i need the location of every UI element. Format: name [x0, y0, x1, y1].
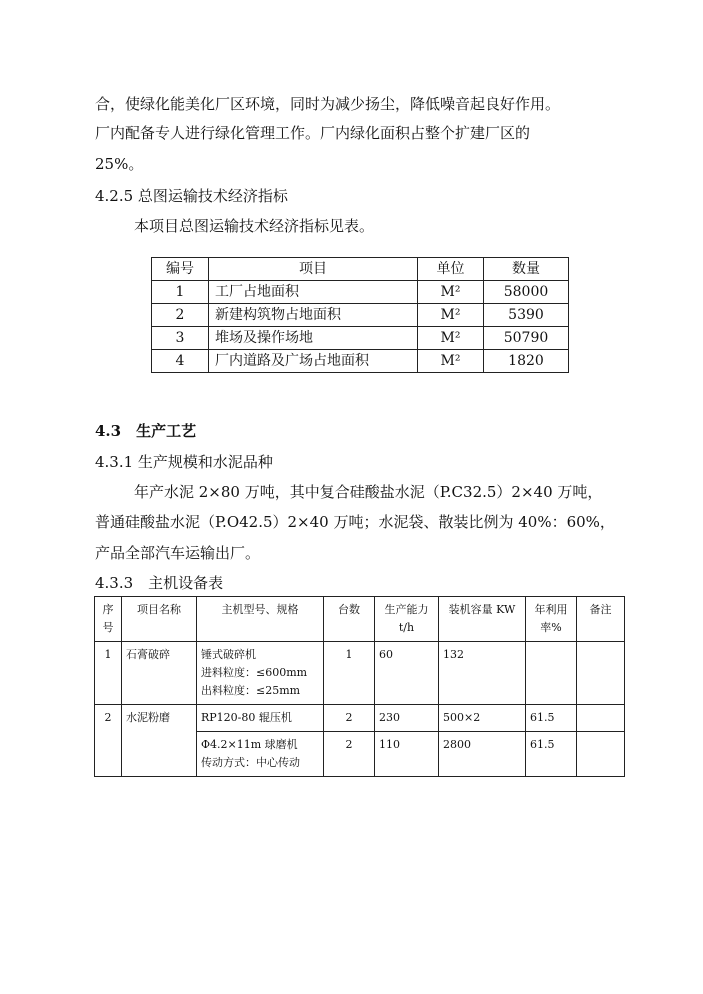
table-cell — [577, 642, 625, 705]
table-row — [152, 304, 569, 327]
table-cell: 5390 — [484, 304, 569, 327]
table-cell: 新建构筑物占地面积 — [209, 304, 418, 327]
section-heading-4-2-5: 4.2.5 总图运输技术经济指标 — [95, 187, 288, 205]
table-cell — [197, 732, 324, 777]
table-header-row — [152, 258, 569, 281]
table-cell: 工厂占地面积 — [209, 281, 418, 304]
table-cell: 58000 — [484, 281, 569, 304]
table-cell: 61.5 — [526, 732, 577, 777]
model-line: 进料粒度：≤600mm — [201, 666, 308, 679]
table-header-row — [95, 597, 625, 642]
table-cell: M² — [418, 304, 484, 327]
table-cell: 水泥粉磨 — [122, 705, 197, 777]
table-cell: 1820 — [484, 350, 569, 373]
table-cell: 3 — [152, 327, 209, 350]
model-line: 出料粒度：≤25mm — [201, 684, 301, 697]
table-row — [152, 350, 569, 373]
header-cell: 编号 — [152, 258, 209, 281]
header-cell: 序号 — [95, 597, 122, 642]
model-line: 传动方式：中心传动 — [201, 756, 300, 769]
table-cell: 2 — [324, 705, 375, 732]
paragraph-line: 产品全部汽车运输出厂。 — [95, 544, 261, 562]
table-cell: 110 — [375, 732, 439, 777]
model-line: Φ4.2×11m 球磨机 — [201, 738, 298, 751]
table-cell: 2 — [95, 705, 122, 777]
table-cell: 2800 — [439, 732, 526, 777]
table-cell: 61.5 — [526, 705, 577, 732]
paragraph-line: 合，使绿化能美化厂区环境，同时为减少扬尘，降低噪音起良好作用。 — [95, 95, 561, 113]
table-cell: 60 — [375, 642, 439, 705]
paragraph-line: 厂内配备专人进行绿化管理工作。厂内绿化面积占整个扩建厂区的 — [95, 124, 531, 142]
table-cell: 1 — [324, 642, 375, 705]
table-cell: 石膏破碎 — [122, 642, 197, 705]
table-cell: RP120-80 辊压机 — [197, 705, 324, 732]
table-cell: 132 — [439, 642, 526, 705]
table-row — [152, 281, 569, 304]
header-cell: 数量 — [484, 258, 569, 281]
table-row — [95, 705, 625, 732]
table-cell: 500×2 — [439, 705, 526, 732]
table-cell: M² — [418, 327, 484, 350]
table-row — [95, 642, 625, 705]
table-cell: 2 — [152, 304, 209, 327]
table-cell: 厂内道路及广场占地面积 — [209, 350, 418, 373]
header-cell: 项目名称 — [122, 597, 197, 642]
table-cell: 1 — [95, 642, 122, 705]
section-heading-4-3-1: 4.3.1 生产规模和水泥品种 — [95, 453, 273, 471]
header-cell: 备注 — [577, 597, 625, 642]
paragraph-line: 普通硅酸盐水泥（P.O42.5）2×40 万吨；水泥袋、散装比例为 40%：60%， — [95, 513, 615, 531]
section-heading-4-3: 4.3 生产工艺 — [95, 422, 197, 440]
header-cell: 台数 — [324, 597, 375, 642]
header-cell: 年利用率% — [526, 597, 577, 642]
table-cell: 堆场及操作场地 — [209, 327, 418, 350]
table-cell: 230 — [375, 705, 439, 732]
equipment-table — [94, 596, 625, 777]
table-cell — [577, 705, 625, 732]
table-cell — [197, 642, 324, 705]
table-cell: 1 — [152, 281, 209, 304]
table-cell: 50790 — [484, 327, 569, 350]
paragraph-line: 年产水泥 2×80 万吨，其中复合硅酸盐水泥（P.C32.5）2×40 万吨， — [134, 483, 603, 501]
indicator-table — [151, 257, 569, 373]
header-cell: 装机容量 KW — [439, 597, 526, 642]
table-cell — [526, 642, 577, 705]
table-row — [152, 327, 569, 350]
header-cell: 主机型号、规格 — [197, 597, 324, 642]
paragraph-line: 本项目总图运输技术经济指标见表。 — [134, 217, 375, 235]
model-line: 锤式破碎机 — [201, 648, 256, 661]
section-heading-4-3-3: 4.3.3 主机设备表 — [95, 574, 224, 592]
table-cell: M² — [418, 350, 484, 373]
table-cell: M² — [418, 281, 484, 304]
table-cell: 2 — [324, 732, 375, 777]
paragraph-line: 25%。 — [95, 155, 144, 173]
table-cell — [577, 732, 625, 777]
header-cell: 项目 — [209, 258, 418, 281]
table-cell: 4 — [152, 350, 209, 373]
header-cell: 单位 — [418, 258, 484, 281]
header-cell: 生产能力 t/h — [375, 597, 439, 642]
